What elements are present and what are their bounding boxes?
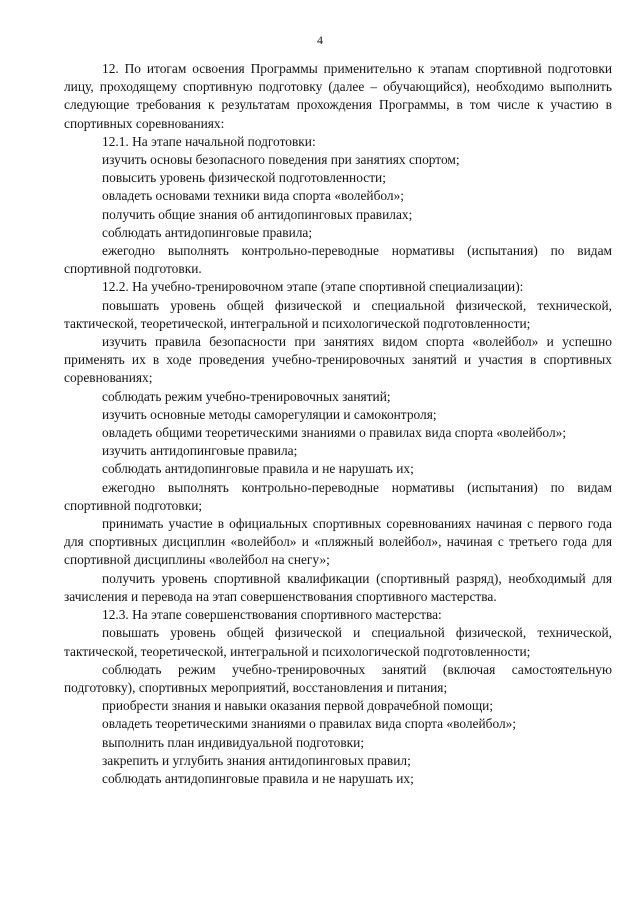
list-item: соблюдать антидопинговые правила и не нарушать их; xyxy=(102,461,414,477)
list-item: изучить антидопинговые правила; xyxy=(102,443,298,459)
list-item: получить уровень спортивной квалификации (спортивный разряд), необходимый для зачисления и перевода на этап совершенствования спортивного мастерства. xyxy=(64,570,612,604)
section-heading-12-3: 12.3. На этапе совершенствования спортивного мастерства: xyxy=(102,607,442,623)
list-item: приобрести знания и навыки оказания первой доврачебной помощи; xyxy=(102,698,494,714)
section-heading-12-2: 12.2. На учебно-тренировочном этапе (этапе спортивной специализации): xyxy=(102,279,524,295)
paragraph-12-intro: 12. По итогам освоения Программы применительно к этапам спортивной подготовки лицу, проходящему спортивную подготовку (далее – обучающийся), необходимо выполнить следующие требования к результатам прохождения Программы, в том числе к участию в спортивных соревнованиях: xyxy=(64,61,612,131)
list-item: овладеть общими теоретическими знаниями о правилах вида спорта «волейбол»; xyxy=(102,425,567,441)
document-body xyxy=(64,60,612,788)
list-item: ежегодно выполнять контрольно-переводные нормативы (испытания) по видам спортивной подготовки. xyxy=(64,243,612,277)
list-item: принимать участие в официальных спортивных соревнованиях начиная с первого года для спортивных дисциплин «волейбол» и «пляжный волейбол», начиная с третьего года для спортивной дисциплины «волейбол на снегу»; xyxy=(64,516,612,568)
list-item: повышать уровень общей физической и специальной физической, технической, тактической, теоретической, интегральной и психологической подготовленности; xyxy=(64,625,612,659)
list-item: ежегодно выполнять контрольно-переводные нормативы (испытания) по видам спортивной подготовки; xyxy=(64,479,612,513)
list-item: изучить основные методы саморегуляции и самоконтроля; xyxy=(102,406,437,422)
list-item: соблюдать антидопинговые правила; xyxy=(102,224,313,240)
list-item: соблюдать режим учебно-тренировочных занятий (включая самостоятельную подготовку), спортивных мероприятий, восстановления и питания; xyxy=(64,661,612,695)
list-item: соблюдать антидопинговые правила и не нарушать их; xyxy=(102,770,414,786)
page-number: 4 xyxy=(317,33,323,47)
list-item: соблюдать режим учебно-тренировочных занятий; xyxy=(102,388,391,404)
list-item: получить общие знания об антидопинговых правилах; xyxy=(102,206,413,222)
list-item: повысить уровень физической подготовленности; xyxy=(102,170,386,186)
section-heading-12-1: 12.1. На этапе начальной подготовки: xyxy=(102,133,316,149)
list-item: изучить правила безопасности при занятиях видом спорта «волейбол» и успешно применять их в ходе проведения учебно-тренировочных занятий и участия в спортивных соревнованиях; xyxy=(64,334,612,386)
list-item: овладеть основами техники вида спорта «волейбол»; xyxy=(102,188,404,204)
list-item: овладеть теоретическими знаниями о правилах вида спорта «волейбол»; xyxy=(102,716,517,732)
list-item: закрепить и углубить знания антидопинговых правил; xyxy=(102,752,411,768)
list-item: выполнить план индивидуальной подготовки; xyxy=(102,734,365,750)
list-item: повышать уровень общей физической и специальной физической, технической, тактической, теоретической, интегральной и психологической подготовленности; xyxy=(64,297,612,331)
list-item: изучить основы безопасного поведения при занятиях спортом; xyxy=(102,152,460,168)
